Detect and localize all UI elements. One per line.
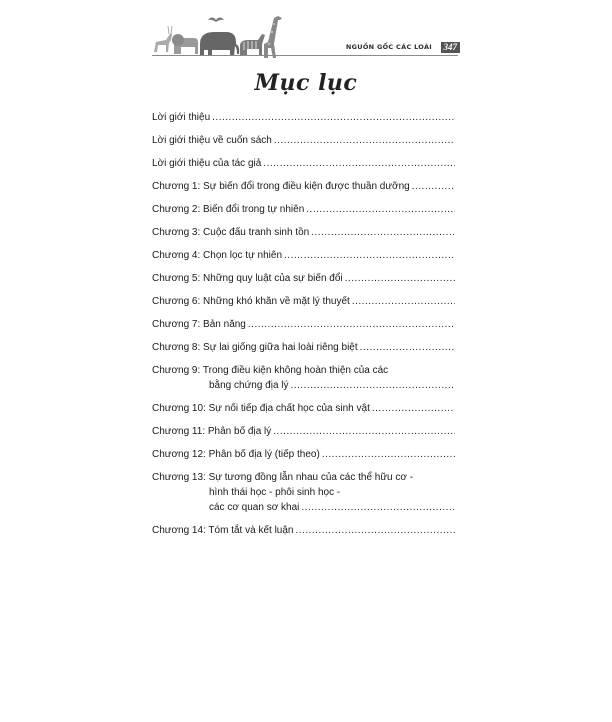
toc-label: Lời giới thiệu của tác giả <box>152 158 262 169</box>
toc-label: Chương 9: Trong điều kiện không hoàn thiện của các <box>152 365 389 376</box>
toc-label: Chương 3: Cuộc đấu tranh sinh tồn <box>152 227 310 238</box>
toc-label-continued: bằng chứng địa lý <box>209 380 289 391</box>
toc-label: Chương 5: Những quy luật của sự biến đổi <box>152 273 343 284</box>
toc-row[interactable] <box>152 523 457 538</box>
toc-label: Chương 11: Phân bố địa lý <box>152 426 272 437</box>
toc-label: Lời giới thiệu về cuốn sách <box>152 135 272 146</box>
toc-title: Mục lục <box>254 70 358 96</box>
header-divider <box>152 55 458 56</box>
toc-label: Chương 2: Biến đổi trong tự nhiên <box>152 204 305 215</box>
toc-label-continued: hình thái học - phôi sinh học - <box>209 487 341 498</box>
toc-label: Lời giới thiệu <box>152 112 211 123</box>
toc-label: Chương 4: Chọn lọc tự nhiên <box>152 250 283 261</box>
running-title: NGUỒN GỐC CÁC LOÀI <box>345 43 432 51</box>
toc-label: Chương 14: Tóm tắt và kết luận <box>152 525 294 536</box>
toc-entry-chapter-14[interactable] <box>152 523 457 538</box>
toc-label: Chương 13: Sự tương đồng lẫn nhau của các thể hữu cơ - <box>152 472 414 483</box>
toc-label: Chương 12: Phân bố địa lý (tiếp theo) <box>152 449 320 460</box>
toc-label: Chương 6: Những khó khăn về mặt lý thuyết <box>152 296 350 307</box>
toc-list <box>152 110 457 546</box>
toc-label: Chương 1: Sự biến đổi trong điều kiện được thuần dưỡng <box>152 181 410 192</box>
toc-label: Chương 7: Bản năng <box>152 319 246 330</box>
toc-label-continued: các cơ quan sơ khai <box>209 502 300 513</box>
toc-page <box>152 110 612 722</box>
page-number: 347 <box>441 42 461 53</box>
toc-label: Chương 10: Sự nối tiếp địa chất học của sinh vật <box>152 403 370 414</box>
toc-label: Chương 8: Sự lai giống giữa hai loài riêng biệt <box>152 342 358 353</box>
